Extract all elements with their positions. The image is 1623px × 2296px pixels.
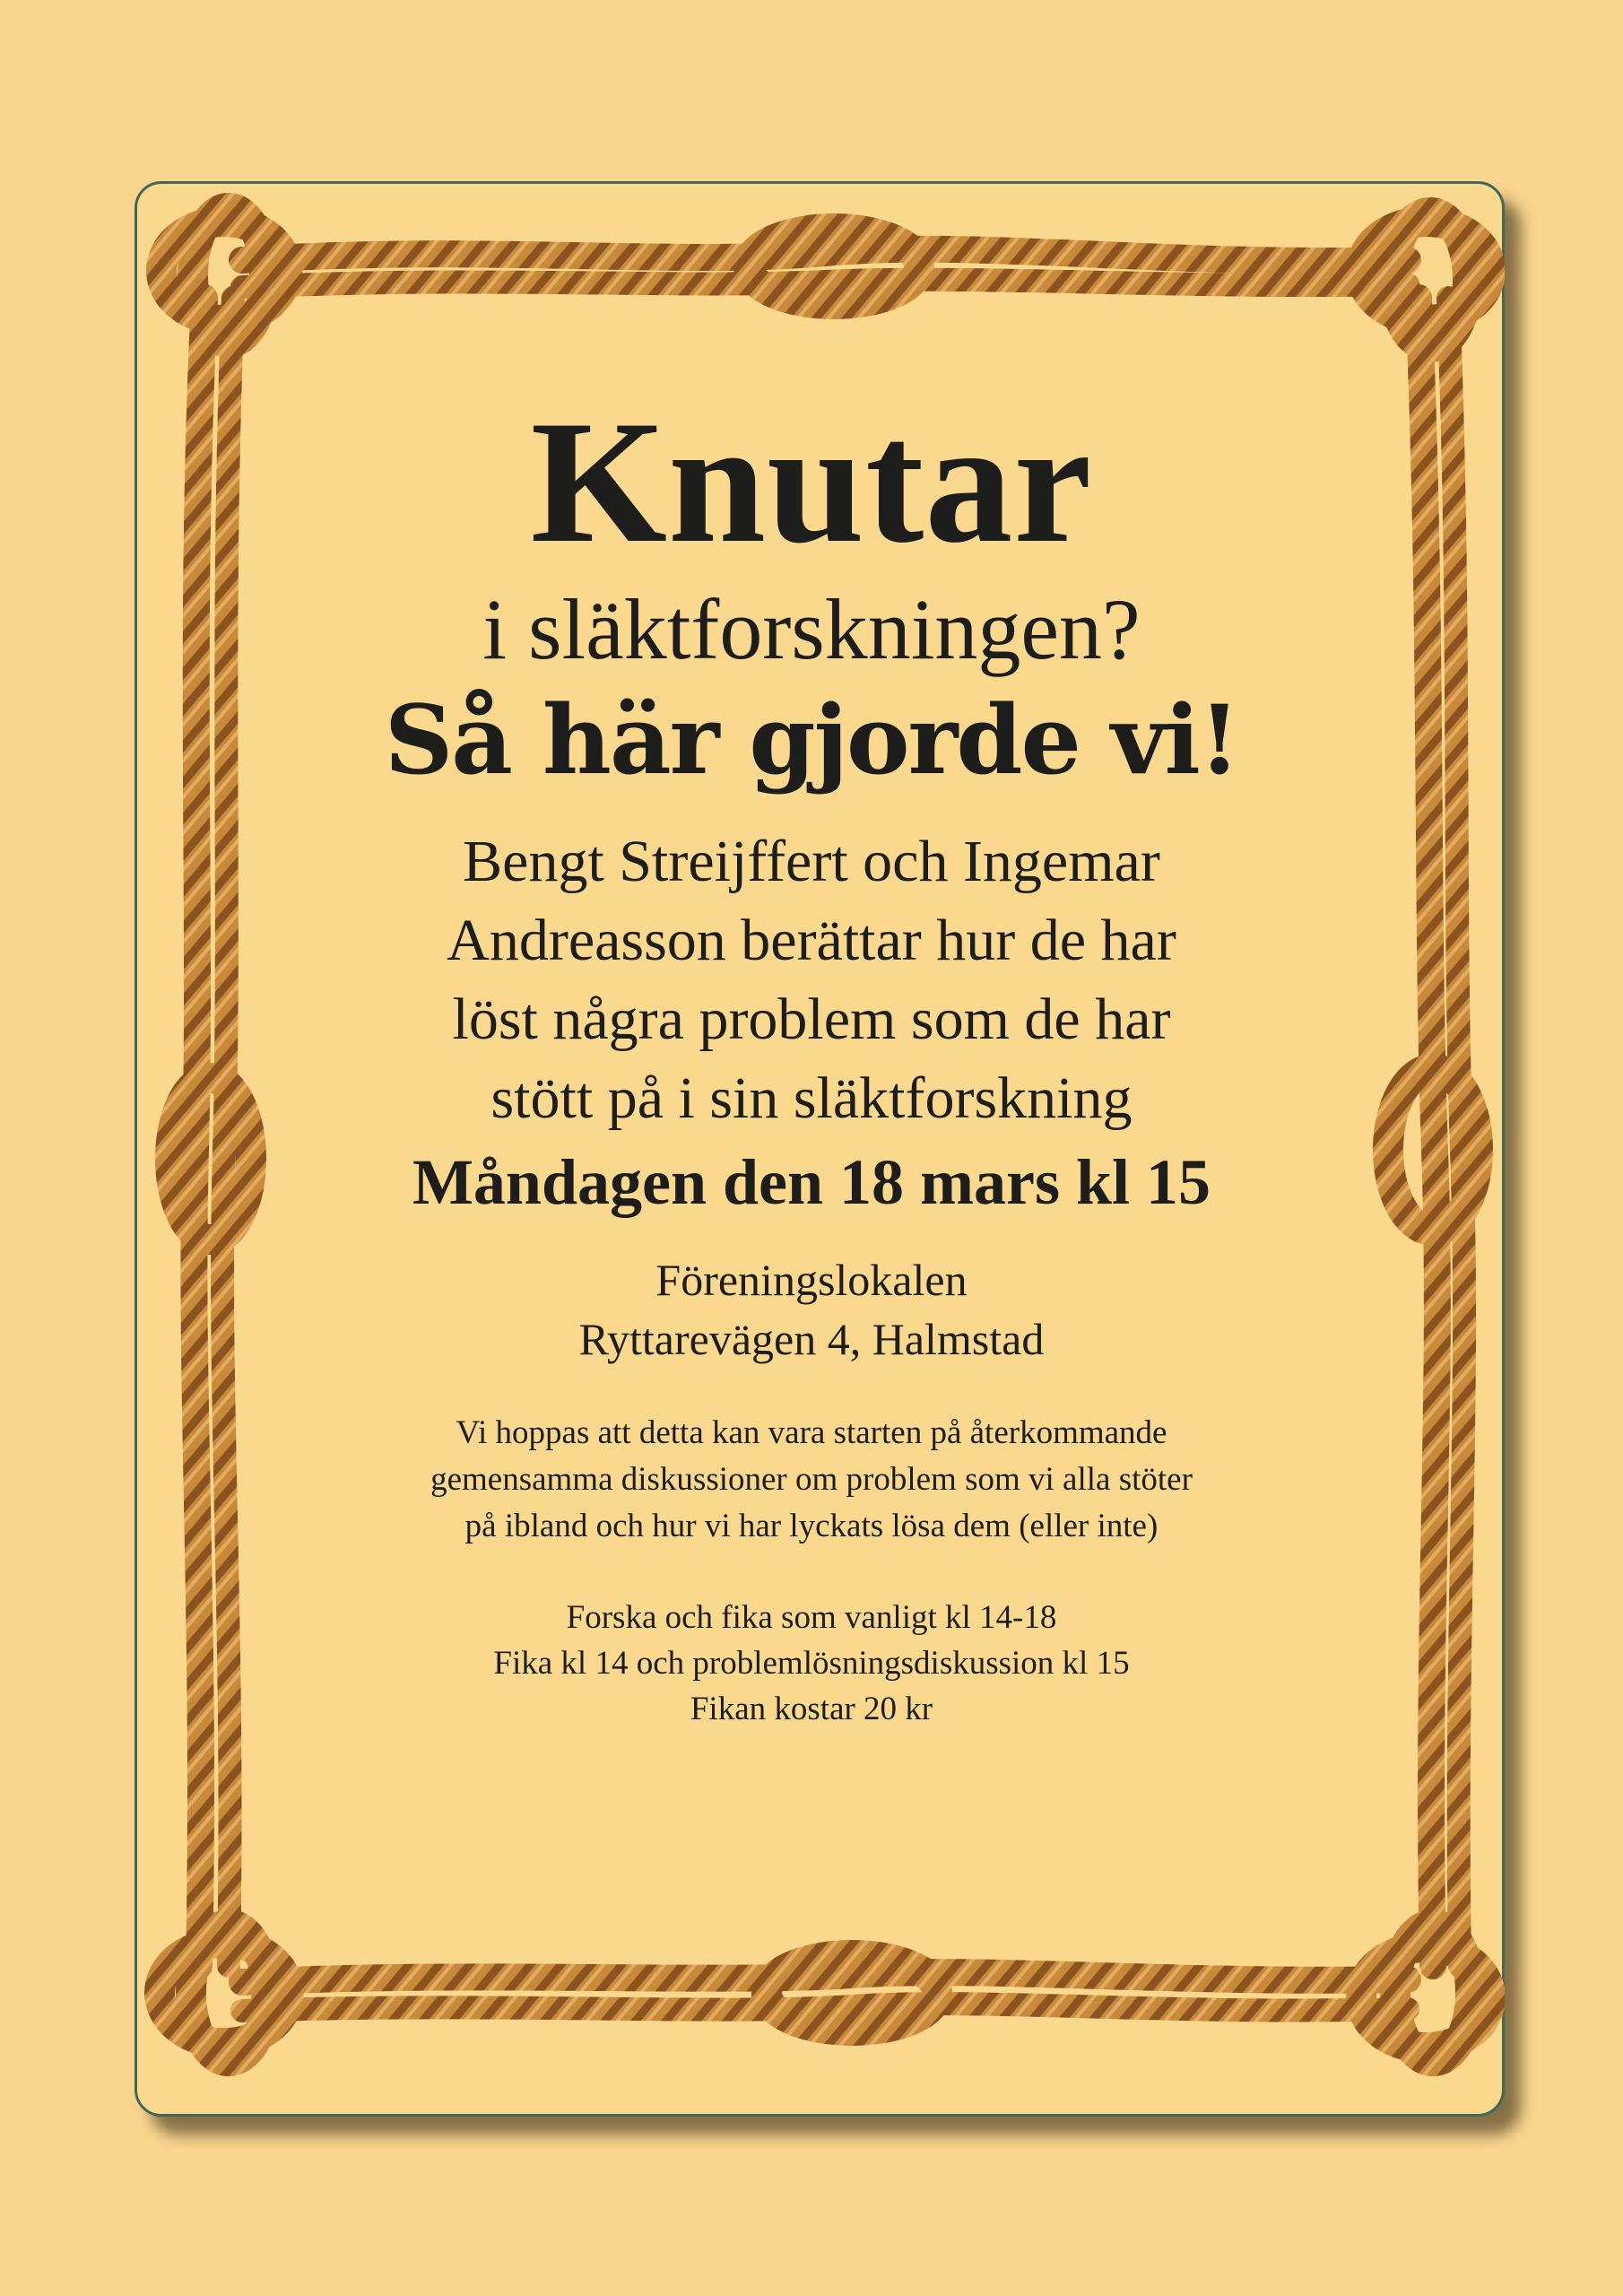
- note-line: Vi hoppas att detta kan vara starten på återkommande: [456, 1414, 1167, 1452]
- note-line: på ibland och hur vi har lyckats lösa dem (eller inte): [464, 1508, 1159, 1545]
- poster-headline: Så här gjorde vi!: [384, 683, 1239, 796]
- info-line: Forska och fika som vanligt kl 14-18: [566, 1599, 1057, 1637]
- lead-text: [296, 822, 1327, 1138]
- event-date: Måndagen den 18 mars kl 15: [412, 1146, 1211, 1219]
- event-place: [296, 1250, 1327, 1369]
- event-note: [296, 1410, 1327, 1550]
- poster-subtitle: i släktforskningen?: [482, 581, 1141, 677]
- info-line: Fika kl 14 och problemlösningsdiskussion kl 15: [493, 1645, 1130, 1683]
- info-line: Fikan kostar 20 kr: [690, 1691, 933, 1728]
- lead-line: Andreasson berättar hur de har: [447, 908, 1176, 974]
- place-line: Föreningslokalen: [655, 1255, 968, 1306]
- lead-line: löst några problem som de har: [452, 987, 1171, 1053]
- lead-line: Bengt Streijffert och Ingemar: [463, 829, 1160, 895]
- place-line: Ryttarevägen 4, Halmstad: [578, 1314, 1045, 1365]
- note-line: gemensamma diskussioner om problem som vi alla stöter: [430, 1461, 1193, 1499]
- lead-line: stött på i sin släktforskning: [490, 1065, 1133, 1132]
- poster-title: Knutar: [530, 385, 1093, 579]
- poster-content: [296, 385, 1327, 1732]
- event-info: [296, 1595, 1327, 1732]
